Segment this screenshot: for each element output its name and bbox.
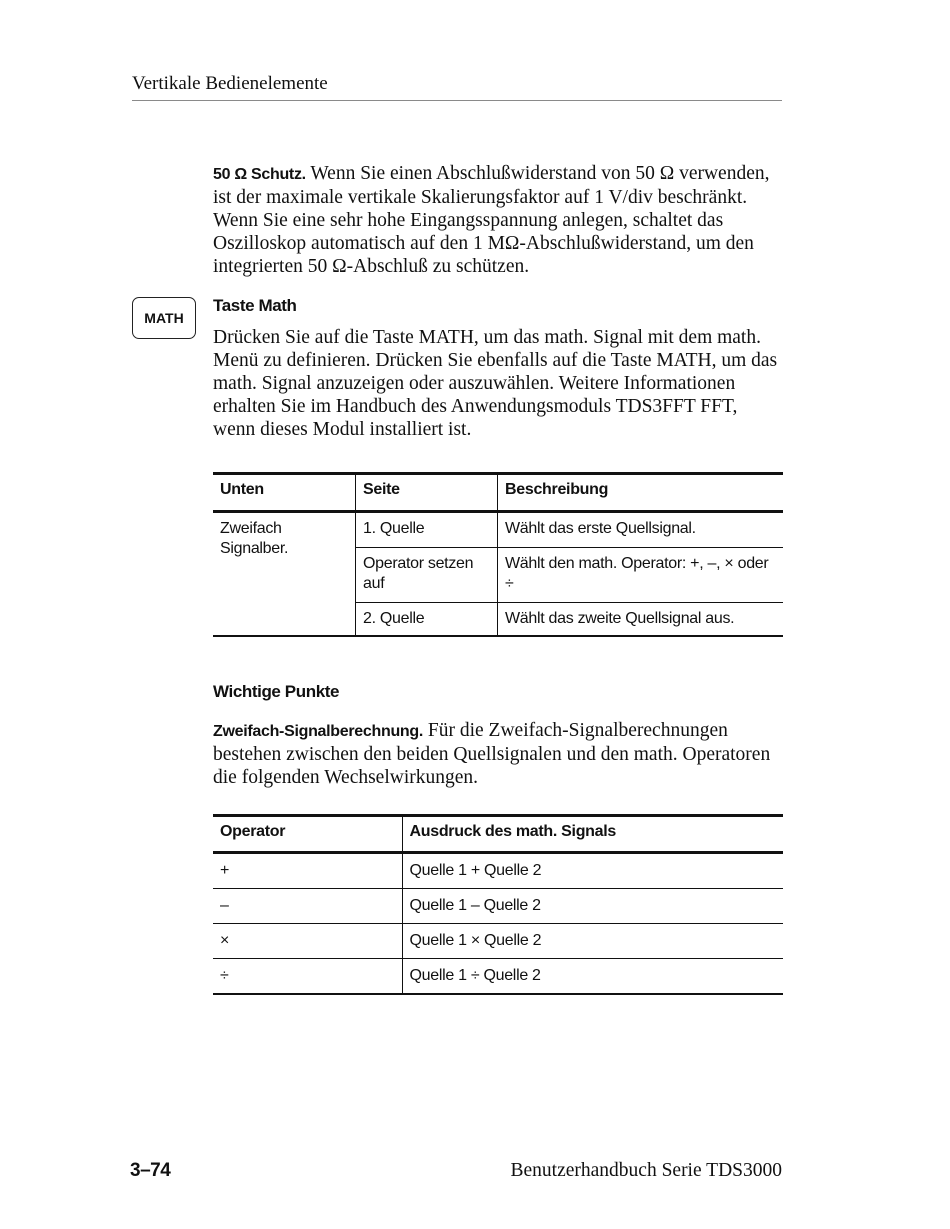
column-header: Beschreibung — [498, 474, 784, 512]
table-header-row — [213, 816, 783, 853]
column-header: Operator — [213, 816, 402, 853]
math-key-icon: MATH — [132, 297, 196, 339]
table-cell: Quelle 1 – Quelle 2 — [402, 889, 783, 924]
table-row — [213, 959, 783, 995]
page-header: Vertikale Bedienelemente — [132, 72, 782, 101]
column-header: Seite — [356, 474, 498, 512]
column-header: Ausdruck des math. Signals — [402, 816, 783, 853]
table-cell: + — [220, 862, 230, 879]
table-cell: Quelle 1 ÷ Quelle 2 — [402, 959, 783, 995]
table-row — [213, 512, 783, 548]
points-text: Für die Zweifach-Signalberechnungen bestehen zwischen den beiden Quellsignalen und den math. Operatoren die folgenden Wechselwirkungen. — [213, 720, 771, 788]
points-label: Zweifach-Signalberechnung. — [213, 723, 424, 740]
table-cell: Quelle 1 × Quelle 2 — [402, 924, 783, 959]
math-paragraph: Drücken Sie auf die Taste MATH, um das math. Signal mit dem math. Menü zu definieren. Drücken Sie ebenfalls auf die Taste MATH, um das math. Signal anzuzeigen oder auszuwählen. Weitere Informationen erhalten Sie im Handbuch des Anwendungsmoduls TDS3FFT FFT, wenn dieses Modul installiert ist. — [213, 327, 778, 440]
table-row — [213, 924, 783, 959]
table-cell: Operator setzen auf — [356, 548, 498, 603]
table-cell: – — [213, 889, 402, 924]
points-heading: Wichtige Punkte — [213, 682, 340, 701]
math-heading: Taste Math — [213, 296, 297, 315]
table-cell: Wählt das zweite Quellsignal aus. — [498, 603, 784, 637]
table-cell: 2. Quelle — [356, 603, 498, 637]
table-cell: × — [213, 924, 402, 959]
table-cell: Quelle 1 + Quelle 2 — [402, 853, 783, 889]
table-cell: Wählt das erste Quellsignal. — [498, 512, 784, 548]
table-row — [213, 889, 783, 924]
operator-table — [213, 814, 783, 995]
table-cell: Wählt den math. Operator: +, –, × oder ÷ — [498, 548, 784, 603]
math-menu-table — [213, 472, 783, 637]
table-cell: ÷ — [213, 959, 402, 995]
footer-title: Benutzerhandbuch Serie TDS3000 — [510, 1160, 782, 1181]
schutz-label: 50 Ω Schutz. — [213, 166, 306, 183]
table-row — [213, 853, 783, 889]
table-header-row — [213, 474, 783, 512]
schutz-paragraph — [213, 162, 783, 278]
points-paragraph — [213, 719, 783, 789]
page-number: 3–74 — [130, 1160, 171, 1181]
schutz-text: Wenn Sie einen Abschlußwiderstand von 50 Ω verwenden, ist der maximale vertikale Skalierungsfaktor auf 1 V/div beschränkt. Wenn Sie eine sehr hohe Eingangsspannung anlegen, schaltet das Oszilloskop automatisch auf den 1 MΩ-Abschlußwiderstand, um den integrierten 50 Ω-Abschluß zu schützen. — [213, 163, 770, 277]
table-cell: 1. Quelle — [356, 512, 498, 548]
column-header: Unten — [213, 474, 356, 512]
table-cell: Zweifach Signalber. — [220, 520, 289, 557]
